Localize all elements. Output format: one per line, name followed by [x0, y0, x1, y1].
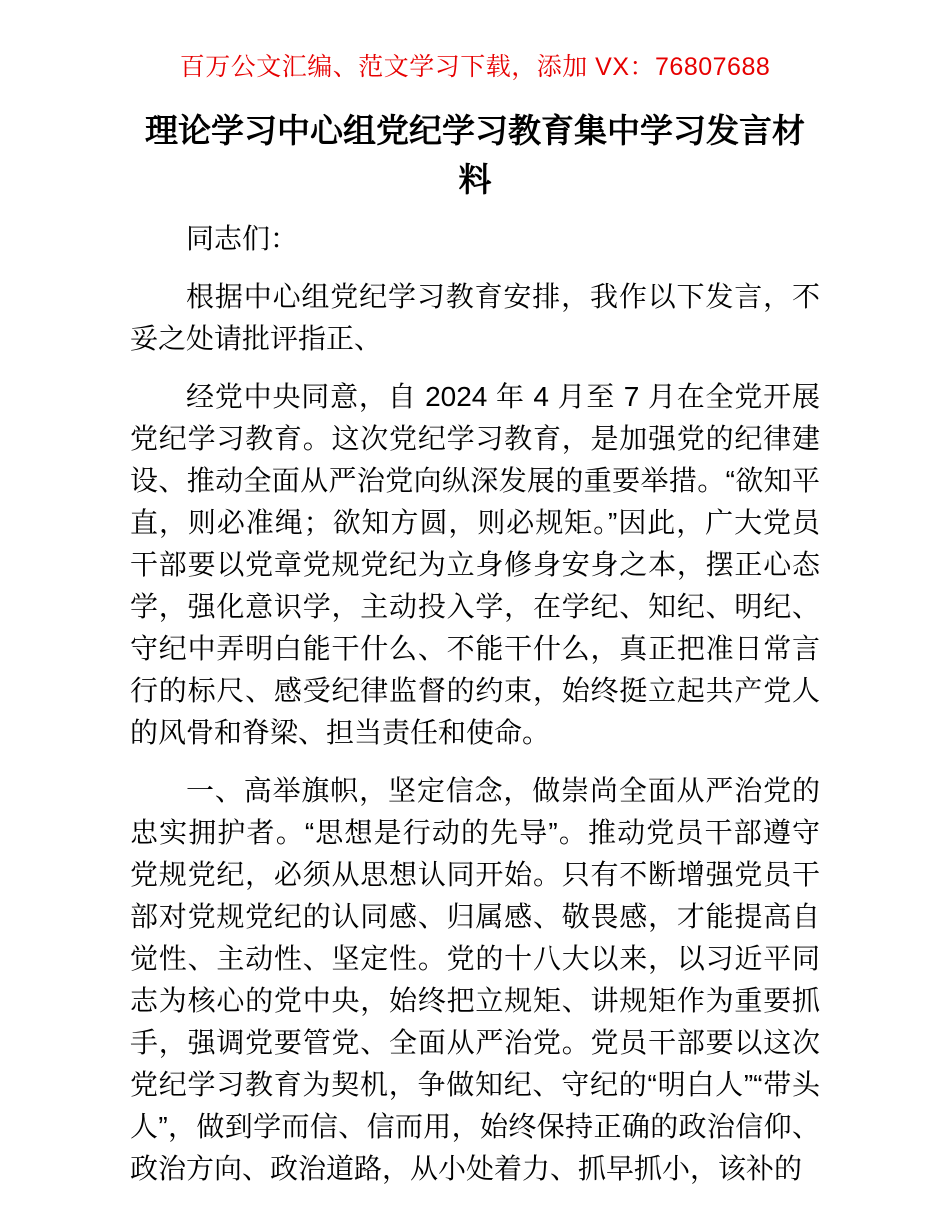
- paragraph-section-one: 一、高举旗帜，坚定信念，做崇尚全面从严治党的忠实拥护者。“思想是行动的先导”。推动党员干部遵守党规党纪，必须从思想认同开始。只有不断增强党员干部对党规党纪的认同感、归属感、敬畏感，才能提高自觉性、主动性、坚定性。党的十八大以来，以习近平同志为核心的党中央，始终把立规矩、讲规矩作为重要抓手，强调党要管党、全面从严治党。党员干部要以这次党纪学习教育为契机，争做知纪、守纪的“明白人”“带头人”，做到学而信、信而用，始终保持正确的政治信仰、政治方向、政治道路，从小处着力、抓早抓小，该补的: [130, 775, 820, 1184]
- document-title: [125, 106, 825, 204]
- paragraph-background: 经党中央同意，自 2024 年 4 月至 7 月在全党开展党纪学习教育。这次党纪学习教育，是加强党的纪律建设、推动全面从严治党向纵深发展的重要举措。“欲知平直，则必准绳；欲知方圆，则必规矩。”因此，广大党员干部要以党章党规党纪为立身修身安身之本，摆正心态学，强化意识学，主动投入学，在学纪、知纪、明纪、守纪中弄明白能干什么、不能干什么，真正把准日常言行的标尺、感受纪律监督的约束，始终挺立起共产党人的风骨和脊梁、担当责任和使命。: [130, 381, 820, 748]
- document-title-line-2: 料: [458, 161, 492, 198]
- document-title-line-1: 理论学习中心组党纪学习教育集中学习发言材: [145, 112, 805, 149]
- watermark-banner: 百万公文汇编、范文学习下载，添加 VX：76807688: [179, 53, 771, 81]
- paragraph-opening-remark: 根据中心组党纪学习教育安排，我作以下发言，不妥之处请批评指正、: [130, 281, 820, 354]
- paragraph-salutation: 同志们：: [186, 223, 299, 254]
- document-body: [130, 218, 820, 1190]
